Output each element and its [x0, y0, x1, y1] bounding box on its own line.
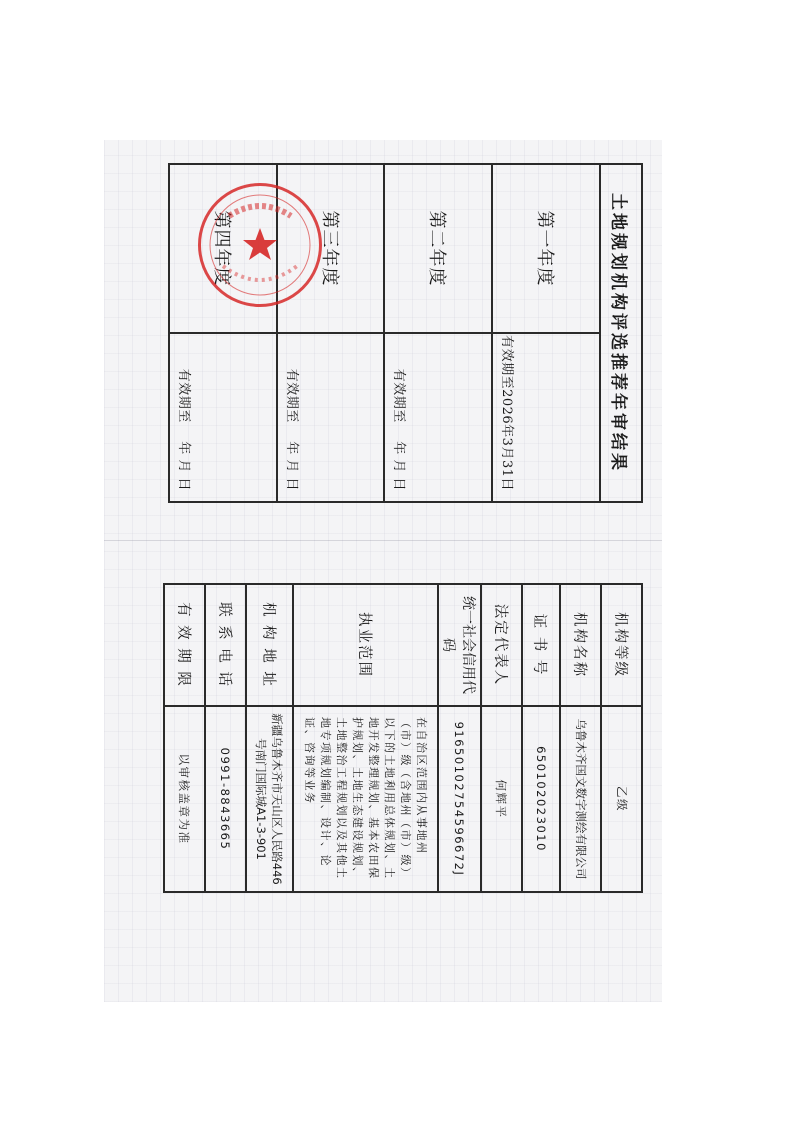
review-title: 土地规划机构评选推荐年审结果	[600, 164, 642, 502]
year-label: 第一年度	[492, 164, 600, 333]
info-label: 有 效 期 限	[164, 584, 205, 706]
year-label: 第二年度	[385, 164, 493, 333]
info-value: 以审核盖章为准	[164, 706, 205, 892]
info-row	[438, 584, 481, 892]
info-label: 机构等级	[601, 584, 642, 706]
year-box	[492, 333, 600, 502]
institution-info-panel	[163, 583, 643, 893]
seal-graphic	[201, 186, 319, 304]
year-box	[169, 333, 277, 502]
info-row	[205, 584, 246, 892]
info-value: 0991-8843665	[205, 706, 246, 892]
info-value: 91650102754596672J	[438, 706, 481, 892]
center-fold	[104, 540, 662, 541]
valid-until: 有效期至 年 月 日	[283, 368, 299, 491]
info-label: 法定代表人	[481, 584, 522, 706]
info-row	[522, 584, 561, 892]
review-row	[385, 164, 493, 502]
info-label: 联 系 电 话	[205, 584, 246, 706]
info-row	[246, 584, 293, 892]
info-label: 统一社会信用代码	[438, 584, 481, 706]
info-row	[164, 584, 205, 892]
info-value: 乌鲁木齐国文数字测绘有限公司	[560, 706, 601, 892]
year-label: 第四年度	[169, 164, 277, 333]
year-box	[277, 333, 385, 502]
info-row	[293, 584, 438, 892]
info-row	[601, 584, 642, 892]
info-value: 何辉平	[481, 706, 522, 892]
info-label: 机 构 地 址	[246, 584, 293, 706]
valid-until: 有效期至2026年3月31日	[499, 335, 515, 491]
info-label: 机构名称	[560, 584, 601, 706]
info-label: 执业范围	[293, 584, 438, 706]
star-icon	[243, 228, 277, 260]
info-label: 证 书 号	[522, 584, 561, 706]
business-scope-text: 在自治区范围内从事地州（市）级（含地州（市）级）以下的土地利用总体规划、土地开发整理规划、基本农田保护规划、土地生态建设规划、土地整治工程规划以及其他土地专项规划编制、设计、论证、咨询等业务	[293, 706, 438, 892]
red-seal-stamp	[198, 183, 322, 307]
info-row	[560, 584, 601, 892]
info-value: 650102023010	[522, 706, 561, 892]
valid-until: 有效期至 年 月 日	[391, 368, 407, 491]
institution-info-table	[163, 583, 643, 893]
valid-until: 有效期至 年 月 日	[176, 368, 191, 491]
year-label: 第三年度	[277, 164, 385, 333]
info-row	[481, 584, 522, 892]
review-row	[492, 164, 600, 502]
year-box	[385, 333, 493, 502]
info-value: 乙级	[601, 706, 642, 892]
info-value: 新疆乌鲁木齐市天山区人民路446号南门国际城A1-3-901	[246, 706, 293, 892]
